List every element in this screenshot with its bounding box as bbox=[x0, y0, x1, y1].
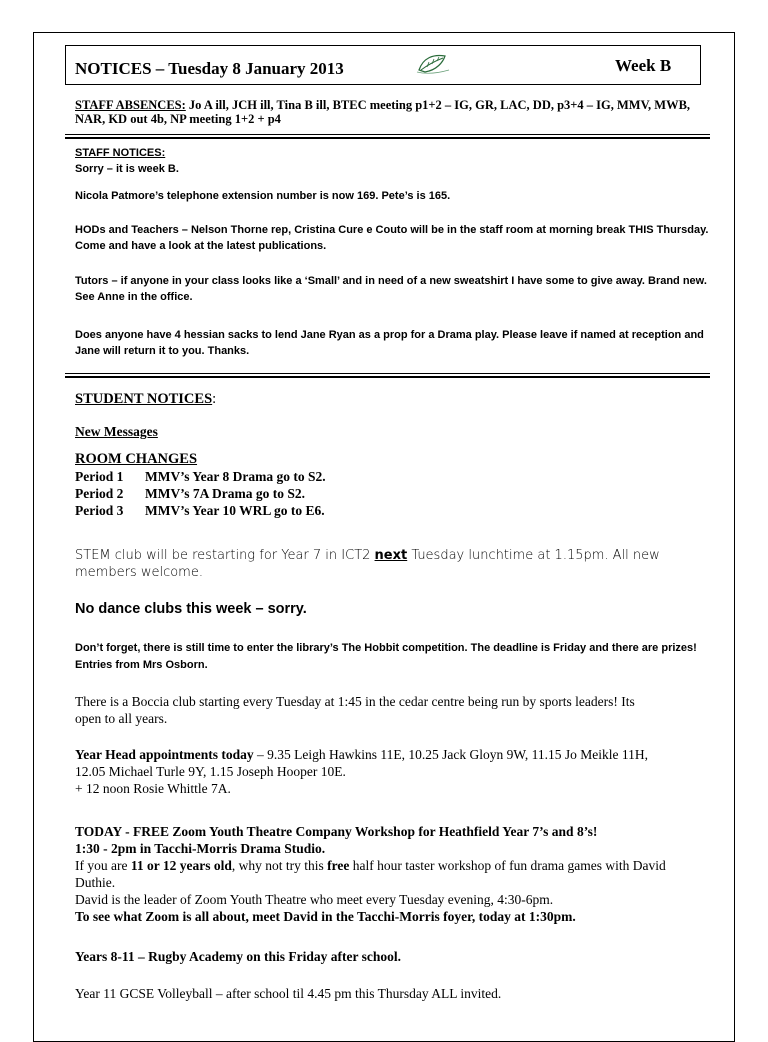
hobbit-notice: Don’t forget, there is still time to enter the library’s The Hobbit competition. The deadline is Friday and there are prizes! Entries from Mrs Osborn. bbox=[75, 642, 697, 671]
staff-notice-item bbox=[75, 327, 715, 359]
zoom-text: If you are bbox=[75, 858, 131, 873]
rugby-notice: Years 8-11 – Rugby Academy on this Friday after school. bbox=[75, 949, 401, 964]
staff-notice-text: Tutors – if anyone in your class looks like a ‘Small’ and in need of a new sweatshirt I have some to give away. Brand new. See Anne in the office. bbox=[75, 275, 707, 303]
year-head-label: Year Head appointments today bbox=[75, 747, 254, 762]
week-label: Week B bbox=[615, 56, 672, 75]
zoom-notice bbox=[75, 823, 705, 925]
room-changes-heading: ROOM CHANGES bbox=[75, 451, 198, 467]
year-head-text: – 9.35 Leigh Hawkins 11E, 10.25 Jack Gloyn 9W, 11.15 Jo Meikle 11H, 12.05 Michael Turle 9Y, 1.15 Joseph Hooper 10E. bbox=[75, 747, 648, 779]
stem-club-notice bbox=[75, 547, 685, 581]
leaf-icon bbox=[415, 52, 451, 76]
zoom-paragraph: David is the leader of Zoom Youth Theatre who meet every Tuesday evening, 4:30-6pm. bbox=[75, 892, 554, 907]
staff-notice-item: Sorry – it is week B. bbox=[75, 163, 179, 175]
period-label: Period 3 bbox=[75, 503, 124, 518]
period-label: Period 2 bbox=[75, 486, 124, 501]
staff-absences-label: STAFF ABSENCES: bbox=[75, 98, 186, 112]
room-change-text: MMV’s Year 8 Drama go to S2. bbox=[145, 469, 326, 484]
staff-notice-text: Does anyone have 4 hessian sacks to lend Jane Ryan as a prop for a Drama play. Please leave if named at reception and Jane will return it to you. Thanks. bbox=[75, 329, 704, 357]
stem-emphasis: next bbox=[374, 548, 408, 563]
zoom-paragraph bbox=[75, 857, 705, 891]
staff-absences bbox=[75, 98, 715, 126]
zoom-heading: TODAY - FREE Zoom Youth Theatre Company Workshop for Heathfield Year 7’s and 8’s! bbox=[75, 824, 598, 839]
stem-text: STEM club will be restarting for Year 7 in ICT2 bbox=[75, 548, 375, 563]
staff-absences-text: Jo A ill, JCH ill, Tina B ill, BTEC meeting p1+2 – IG, GR, LAC, DD, p3+4 – IG, MMV, MWB, NAR, KD out 4b, NP meeting 1+2 + p4 bbox=[75, 98, 691, 126]
zoom-paragraph: To see what Zoom is all about, meet David in the Tacchi-Morris foyer, today at 1:30pm. bbox=[75, 909, 576, 924]
room-change-text: MMV’s 7A Drama go to S2. bbox=[145, 486, 305, 501]
period-label: Period 1 bbox=[75, 469, 124, 484]
zoom-text: half hour taster workshop of fun drama games with David Duthie. bbox=[75, 858, 666, 890]
divider bbox=[65, 373, 710, 378]
staff-notice-item bbox=[75, 188, 715, 204]
year-head-notice bbox=[75, 746, 675, 797]
room-changes bbox=[75, 451, 715, 519]
page-title: NOTICES – Tuesday 8 January 2013 bbox=[75, 59, 344, 78]
zoom-emphasis: 11 or 12 years old bbox=[130, 858, 232, 873]
room-change-row bbox=[75, 468, 715, 485]
staff-notices-heading: STAFF NOTICES: bbox=[75, 147, 166, 159]
volleyball-notice: Year 11 GCSE Volleyball – after school til 4.45 pm this Thursday ALL invited. bbox=[75, 986, 502, 1001]
year-head-line bbox=[75, 746, 675, 780]
staff-notice-item bbox=[75, 273, 715, 305]
heading-colon: : bbox=[212, 391, 217, 407]
zoom-emphasis: free bbox=[327, 858, 350, 873]
room-change-row bbox=[75, 485, 715, 502]
staff-notice-item bbox=[75, 222, 715, 254]
room-change-row bbox=[75, 502, 715, 519]
staff-notices bbox=[75, 145, 715, 177]
year-head-extra: + 12 noon Rosie Whittle 7A. bbox=[75, 781, 231, 796]
boccia-notice: There is a Boccia club starting every Tuesday at 1:45 in the cedar centre being run by sports leaders! Its open to all years. bbox=[75, 694, 635, 726]
student-notices-title: STUDENT NOTICES bbox=[75, 391, 213, 407]
staff-notice-text: Nicola Patmore’s telephone extension number is now 169. Pete’s is 165. bbox=[75, 190, 451, 202]
room-change-text: MMV’s Year 10 WRL go to E6. bbox=[145, 503, 325, 518]
zoom-text: , why not try this bbox=[231, 858, 328, 873]
stem-text: Tuesday lunchtime at 1.15pm. All new members welcome. bbox=[75, 548, 660, 580]
divider bbox=[65, 134, 710, 139]
zoom-subheading: 1:30 - 2pm in Tacchi-Morris Drama Studio. bbox=[75, 841, 326, 856]
new-messages-heading: New Messages bbox=[75, 424, 158, 439]
dance-notice: No dance clubs this week – sorry. bbox=[75, 601, 307, 617]
staff-notice-text: HODs and Teachers – Nelson Thorne rep, Cristina Cure e Couto will be in the staff room at morning break THIS Thursday. Come and have a look at the latest publications. bbox=[75, 224, 709, 252]
student-notices-heading bbox=[75, 391, 715, 408]
